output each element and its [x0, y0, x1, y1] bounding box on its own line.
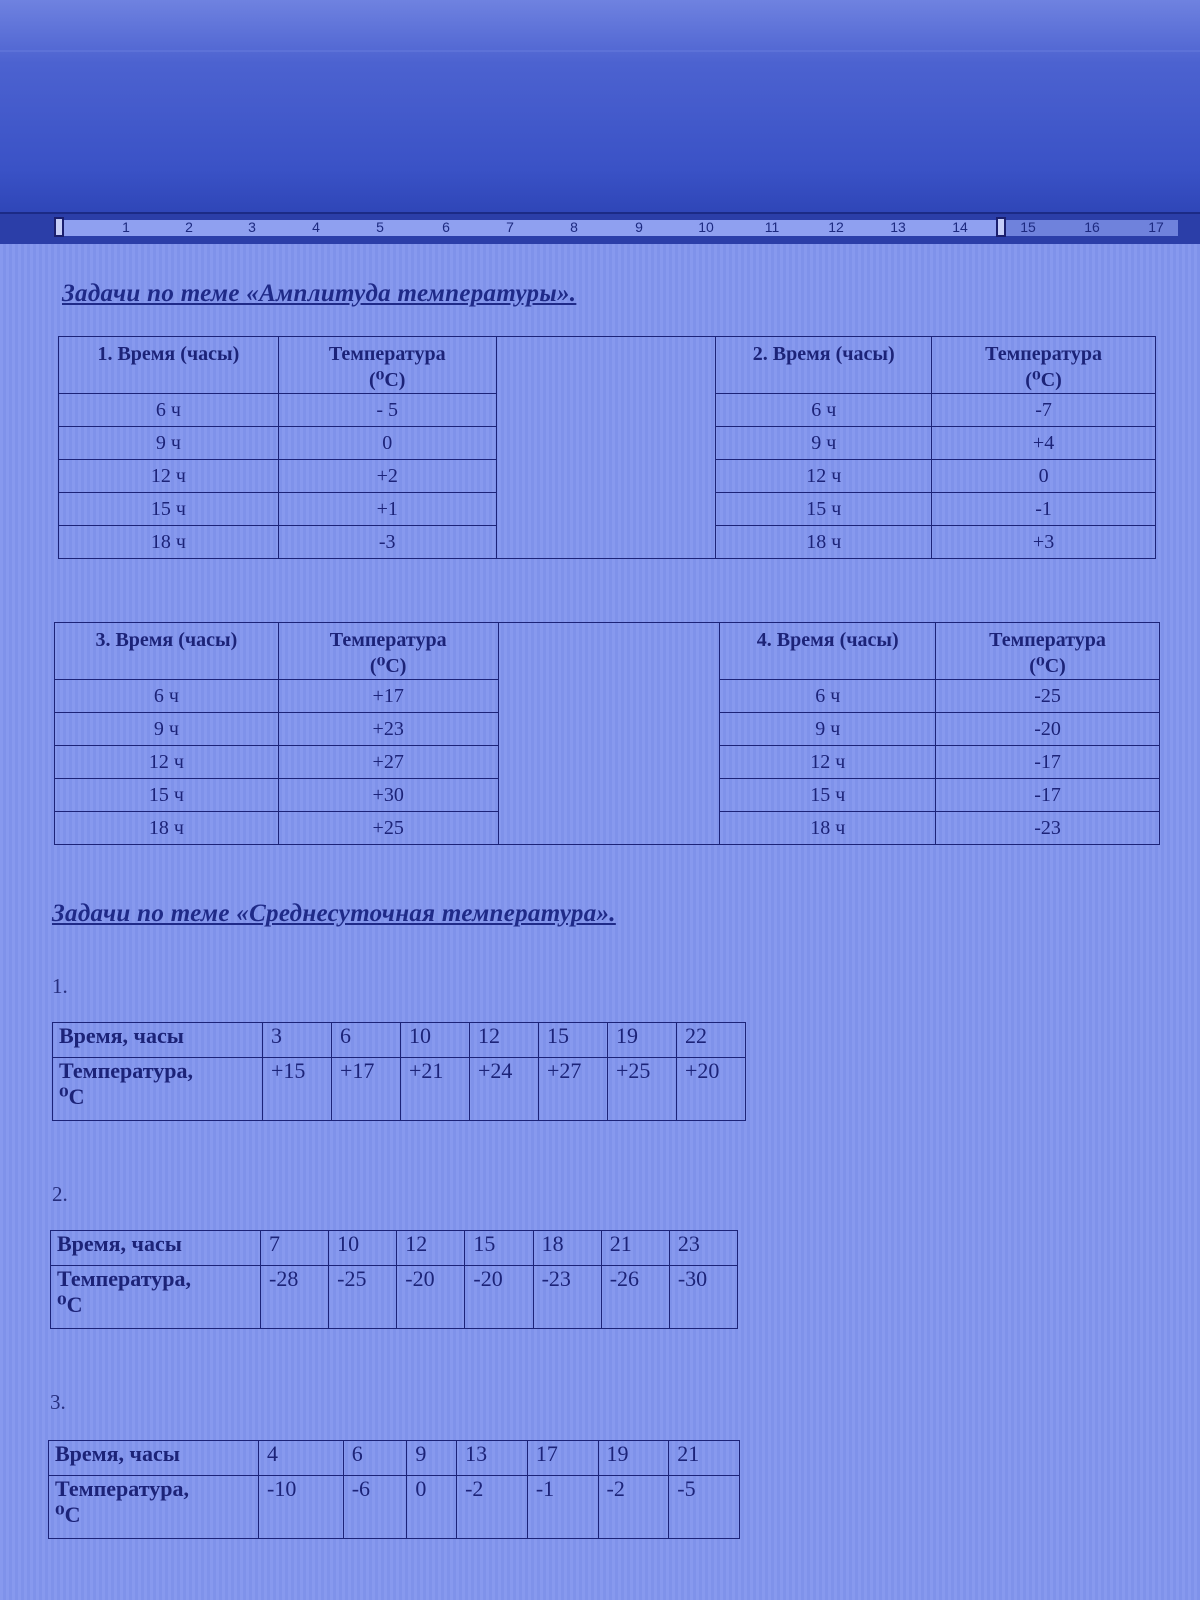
table-cell: 7	[261, 1231, 329, 1266]
ruler-number: 17	[1148, 219, 1164, 235]
ruler-number: 13	[890, 219, 906, 235]
table-cell: 15 ч	[720, 779, 936, 812]
table-cell: -30	[669, 1266, 737, 1329]
table-cell: -6	[343, 1476, 407, 1539]
table-cell: 6	[343, 1441, 407, 1476]
table-cell: 15 ч	[716, 493, 932, 526]
table-cell: 12 ч	[55, 746, 279, 779]
table-3-time-header: 3. Время (часы)	[55, 623, 279, 680]
table-cell: 19	[608, 1023, 677, 1058]
table-cell: 6 ч	[59, 394, 279, 427]
table-cell: -5	[669, 1476, 740, 1539]
table-cell: 6	[332, 1023, 401, 1058]
table-cell: 10	[401, 1023, 470, 1058]
table-cell: -7	[932, 394, 1156, 427]
table-cell: +3	[932, 526, 1156, 559]
table-cell: +23	[278, 713, 498, 746]
table-cell: - 5	[278, 394, 496, 427]
table-cell: -17	[936, 746, 1160, 779]
table-cell: +17	[278, 680, 498, 713]
table-cell: +21	[401, 1058, 470, 1121]
ruler-number: 9	[635, 219, 643, 235]
table-cell: -25	[936, 680, 1160, 713]
table-cell: +24	[470, 1058, 539, 1121]
table-cell: 18 ч	[55, 812, 279, 845]
table-cell: -23	[936, 812, 1160, 845]
table-cell: 22	[677, 1023, 746, 1058]
table-row	[51, 1231, 738, 1266]
table-3-temp-header: Температура (⁰С)	[278, 623, 498, 680]
table-cell: 12	[397, 1231, 465, 1266]
document-page[interactable]	[0, 244, 1200, 1600]
ruler-number: 12	[828, 219, 844, 235]
table-cell: 0	[407, 1476, 457, 1539]
amplitude-table-1-2	[58, 336, 1156, 559]
table-cell: 6 ч	[720, 680, 936, 713]
table-2-temp-header: Температура (⁰С)	[932, 337, 1156, 394]
row-label-temp: Температура, ⁰С	[49, 1476, 259, 1539]
left-indent-marker[interactable]	[54, 217, 64, 237]
table-cell: +17	[332, 1058, 401, 1121]
row-label-time: Время, часы	[49, 1441, 259, 1476]
average-table-3	[48, 1440, 740, 1539]
table-cell: -25	[329, 1266, 397, 1329]
table-cell: 21	[669, 1441, 740, 1476]
row-label-time: Время, часы	[53, 1023, 263, 1058]
table-row	[49, 1476, 740, 1539]
table-cell: 10	[329, 1231, 397, 1266]
table-1-time-header: 1. Время (часы)	[59, 337, 279, 394]
table-cell: -20	[397, 1266, 465, 1329]
table-cell: +30	[278, 779, 498, 812]
table-cell: 9	[407, 1441, 457, 1476]
table-cell: +27	[278, 746, 498, 779]
ruler-number: 8	[570, 219, 578, 235]
table-cell: -20	[936, 713, 1160, 746]
ruler-number: 6	[442, 219, 450, 235]
ruler-number: 4	[312, 219, 320, 235]
table-cell: -10	[259, 1476, 344, 1539]
ruler-number: 7	[506, 219, 514, 235]
ruler-number: 3	[248, 219, 256, 235]
ruler-number: 11	[764, 219, 780, 235]
table-cell: 12 ч	[716, 460, 932, 493]
ruler-number: 1	[122, 219, 130, 235]
table-cell: 15	[465, 1231, 533, 1266]
task-number: 3.	[50, 1390, 66, 1414]
amplitude-table-3-4	[54, 622, 1160, 845]
table-cell: 18 ч	[59, 526, 279, 559]
table-cell: -20	[465, 1266, 533, 1329]
table-row	[53, 1058, 746, 1121]
table-cell: 3	[263, 1023, 332, 1058]
table-row	[49, 1441, 740, 1476]
table-cell: -26	[601, 1266, 669, 1329]
table-cell: 19	[598, 1441, 669, 1476]
table-cell: 0	[932, 460, 1156, 493]
table-cell: 18 ч	[720, 812, 936, 845]
table-cell: 12 ч	[59, 460, 279, 493]
table-4-time-header: 4. Время (часы)	[720, 623, 936, 680]
table-cell: 18	[533, 1231, 601, 1266]
ruler-number: 15	[1020, 219, 1036, 235]
table-cell: -3	[278, 526, 496, 559]
average-heading: Задачи по теме «Среднесуточная температура».	[52, 900, 616, 927]
table-row	[53, 1023, 746, 1058]
row-label-temp: Температура, ⁰С	[51, 1266, 261, 1329]
table-cell: +25	[278, 812, 498, 845]
right-indent-marker[interactable]	[996, 217, 1006, 237]
table-cell: +27	[539, 1058, 608, 1121]
table-cell: 12 ч	[720, 746, 936, 779]
table-cell: -28	[261, 1266, 329, 1329]
table-cell: 12	[470, 1023, 539, 1058]
table-cell: 15 ч	[59, 493, 279, 526]
table-cell: -1	[932, 493, 1156, 526]
ruler-number: 2	[185, 219, 193, 235]
table-cell: -23	[533, 1266, 601, 1329]
ruler-number: 14	[952, 219, 968, 235]
table-cell: +25	[608, 1058, 677, 1121]
table-cell: 9 ч	[55, 713, 279, 746]
table-cell: 15 ч	[55, 779, 279, 812]
table-cell: 4	[259, 1441, 344, 1476]
task-number: 1.	[52, 974, 68, 998]
row-label-time: Время, часы	[51, 1231, 261, 1266]
table-cell: +20	[677, 1058, 746, 1121]
table-cell: +4	[932, 427, 1156, 460]
table-cell: 15	[539, 1023, 608, 1058]
table-cell: 18 ч	[716, 526, 932, 559]
ruler-number: 10	[698, 219, 714, 235]
table-cell: 13	[457, 1441, 528, 1476]
row-label-temp: Температура, ⁰С	[53, 1058, 263, 1121]
table-cell: -17	[936, 779, 1160, 812]
table-cell: 21	[601, 1231, 669, 1266]
average-table-2	[50, 1230, 738, 1329]
table-cell: -2	[457, 1476, 528, 1539]
table-4-temp-header: Температура (⁰С)	[936, 623, 1160, 680]
table-row	[51, 1266, 738, 1329]
table-cell: 9 ч	[716, 427, 932, 460]
table-cell: 9 ч	[59, 427, 279, 460]
table-cell: +15	[263, 1058, 332, 1121]
table-cell: -2	[598, 1476, 669, 1539]
app-chrome	[0, 0, 1200, 212]
ruler-number: 16	[1084, 219, 1100, 235]
horizontal-ruler[interactable]	[0, 212, 1200, 246]
table-2-time-header: 2. Время (часы)	[716, 337, 932, 394]
table-cell: -1	[527, 1476, 598, 1539]
average-table-1	[52, 1022, 746, 1121]
table-cell: 0	[278, 427, 496, 460]
task-number: 2.	[52, 1182, 68, 1206]
ruler-number: 5	[376, 219, 384, 235]
table-cell: +2	[278, 460, 496, 493]
table-cell: +1	[278, 493, 496, 526]
table-cell: 17	[527, 1441, 598, 1476]
amplitude-heading: Задачи по теме «Амплитуда температуры».	[62, 280, 577, 307]
table-cell: 23	[669, 1231, 737, 1266]
table-1-temp-header: Температура (⁰С)	[278, 337, 496, 394]
table-cell: 6 ч	[55, 680, 279, 713]
table-cell: 9 ч	[720, 713, 936, 746]
table-cell: 6 ч	[716, 394, 932, 427]
